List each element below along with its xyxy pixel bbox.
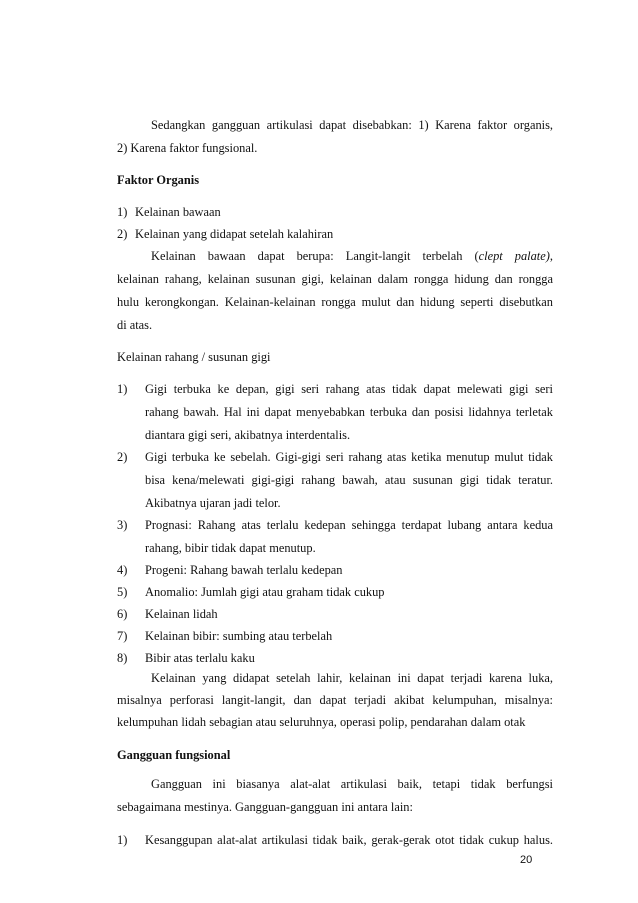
text-run: , [549, 249, 553, 263]
paragraph-line: di atas. [117, 318, 153, 332]
list-item-line: Kelainan lidah [145, 607, 218, 621]
list-item-number: 2) [117, 227, 128, 241]
intro-line-2: 2) Karena faktor fungsional. [117, 141, 258, 155]
paragraph-line: hulu kerongkongan. Kelainan-kelainan rongga mulut dan hidung seperti disebutkan [117, 295, 553, 309]
list-item-line: Gigi terbuka ke sebelah. Gigi-gigi seri rahang atas ketika menutup mulut tidak [145, 450, 553, 464]
paragraph-line: misalnya perforasi langit-langit, dan dapat terjadi akibat kelumpuhan, misalnya: [117, 693, 553, 707]
list-item-line: diantara gigi seri, akibatnya interdentalis. [145, 428, 351, 442]
page-number: 20 [520, 854, 533, 866]
list-item-number: 2) [117, 450, 128, 464]
paragraph-line: Kelainan yang didapat setelah lahir, kelainan ini dapat terjadi karena luka, [151, 671, 553, 685]
paragraph-line: sebagaimana mestinya. Gangguan-gangguan ini antara lain: [117, 800, 413, 814]
list-item-number: 5) [117, 585, 128, 599]
list-item-text: Kelainan bawaan [135, 205, 221, 219]
section-heading-faktor-organis: Faktor Organis [117, 173, 200, 187]
list-item-number: 3) [117, 518, 128, 532]
list-item-text: Kelainan yang didapat setelah kalahiran [135, 227, 334, 241]
paragraph-line: kelumpuhan lidah sebagian atau seluruhnya, operasi polip, pendarahan dalam otak [117, 715, 526, 729]
list-item-number: 1) [117, 205, 128, 219]
text-run: Kelainan bawaan dapat berupa: Langit-langit terbelah ( [151, 249, 479, 263]
paragraph-line: kelainan rahang, kelainan susunan gigi, kelainan dalam rongga hidung dan rongga [117, 272, 553, 286]
list-item-number: 4) [117, 563, 128, 577]
section-heading-gangguan-fungsional: Gangguan fungsional [117, 748, 231, 762]
list-item-line: Prognasi: Rahang atas terlalu kedepan sehingga terdapat lubang antara kedua [145, 518, 553, 532]
paragraph-line [151, 248, 553, 264]
section-heading-kelainan-rahang: Kelainan rahang / susunan gigi [117, 350, 271, 364]
list-item-number: 1) [117, 382, 128, 396]
intro-line-1: Sedangkan gangguan artikulasi dapat disebabkan: 1) Karena faktor organis, [151, 118, 553, 132]
list-item-line: Progeni: Rahang bawah terlalu kedepan [145, 563, 343, 577]
list-item-line: bisa kena/melewati gigi-gigi rahang bawah, atau susunan gigi tidak teratur. [145, 473, 553, 487]
list-item-line: rahang, bibir tidak dapat menutup. [145, 541, 316, 555]
list-item-line: Bibir atas terlalu kaku [145, 651, 255, 665]
list-item-line: Kelainan bibir: sumbing atau terbelah [145, 629, 333, 643]
list-item-line: Kesanggupan alat-alat artikulasi tidak baik, gerak-gerak otot tidak cukup halus. [145, 833, 553, 847]
list-item-line: Akibatnya ujaran jadi telor. [145, 496, 281, 510]
italic-term: clept palate) [478, 249, 550, 263]
list-item-number: 6) [117, 607, 128, 621]
list-item-number: 1) [117, 833, 128, 847]
list-item-number: 8) [117, 651, 128, 665]
list-item-line: Anomalio: Jumlah gigi atau graham tidak cukup [145, 585, 385, 599]
list-item-line: Gigi terbuka ke depan, gigi seri rahang atas tidak dapat melewati gigi seri [145, 382, 553, 396]
list-item-line: rahang bawah. Hal ini dapat menyebabkan terbuka dan posisi lidahnya terletak [145, 405, 553, 419]
list-item-number: 7) [117, 629, 128, 643]
paragraph-line: Gangguan ini biasanya alat-alat artikulasi baik, tetapi tidak berfungsi [151, 777, 553, 791]
